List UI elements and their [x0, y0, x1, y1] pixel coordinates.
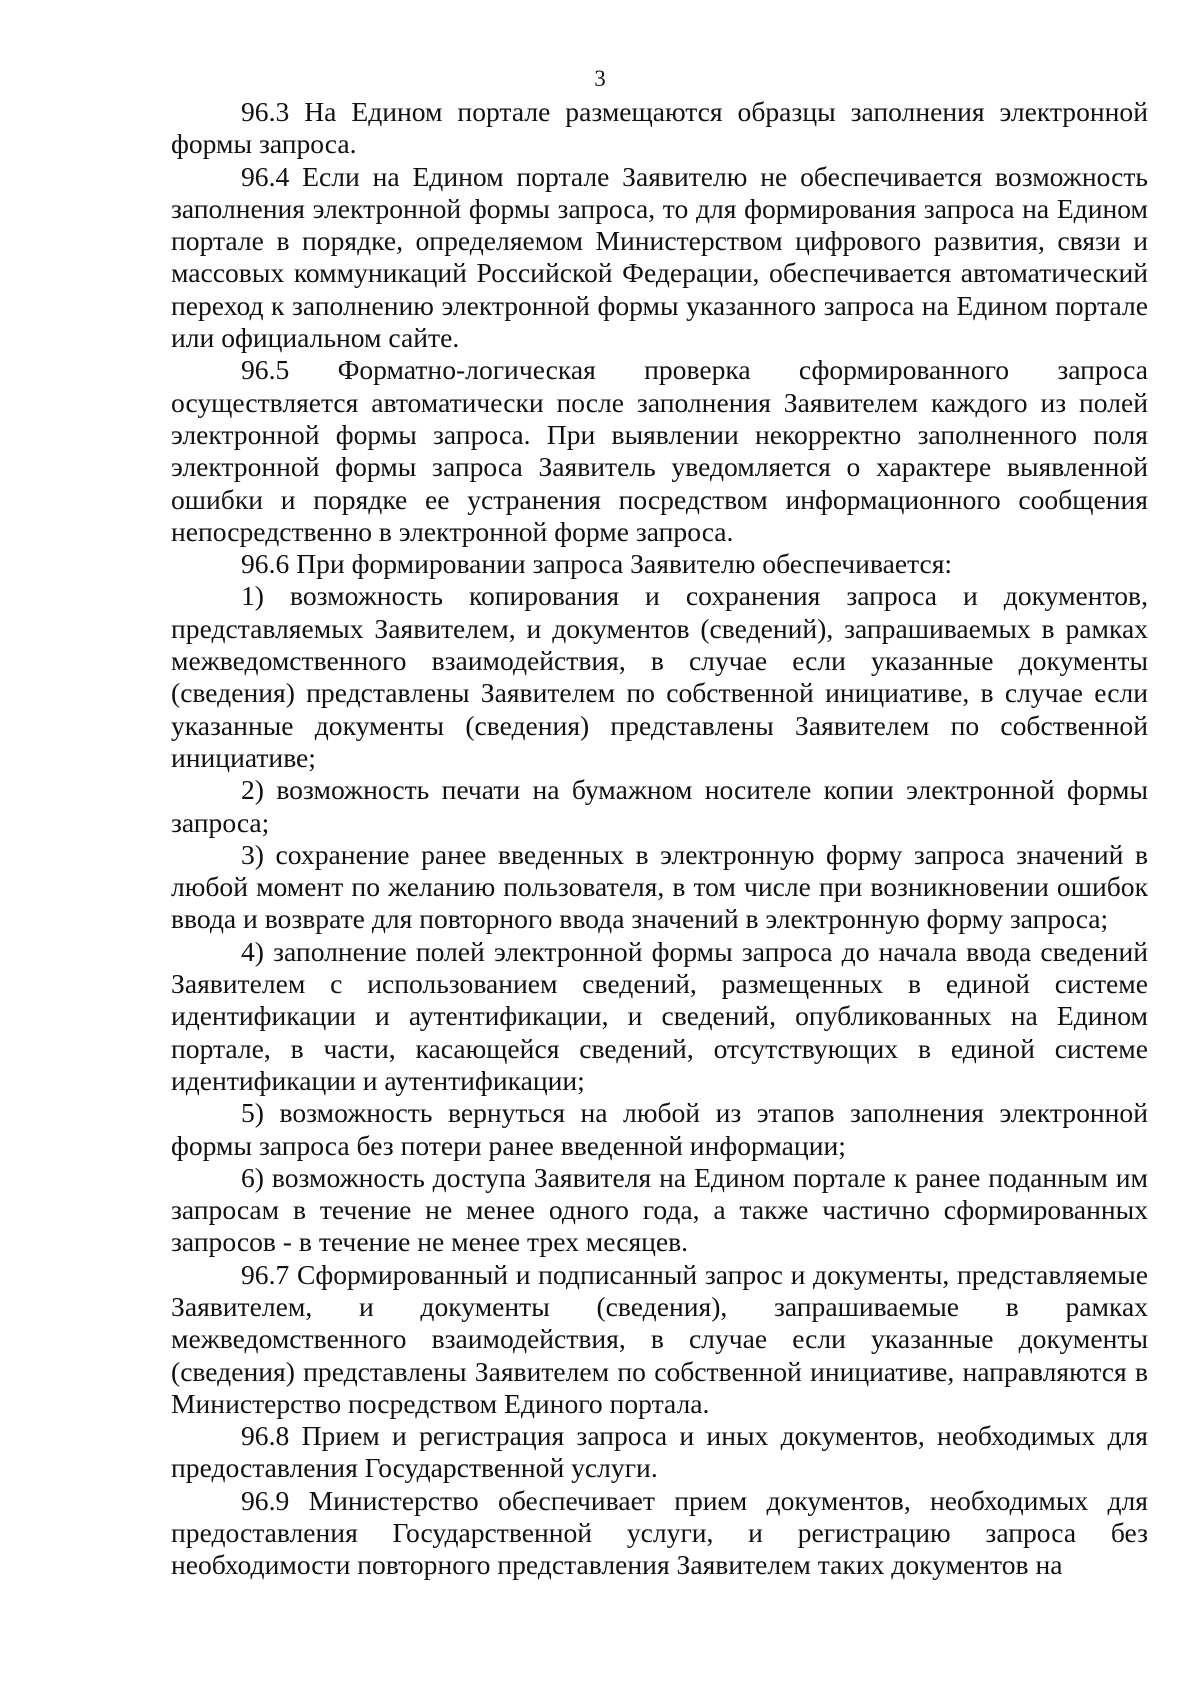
paragraph-96-8: 96.8 Прием и регистрация запроса и иных документов, необходимых для предоставления Государственной услуги.	[171, 1420, 1148, 1484]
document-body	[171, 96, 1148, 1582]
paragraph-96-3: 96.3 На Едином портале размещаются образцы заполнения электронной формы запроса.	[171, 96, 1148, 160]
page-number: 3	[594, 66, 606, 91]
list-item-5: 5) возможность вернуться на любой из этапов заполнения электронной формы запроса без потери ранее введенной информации;	[171, 1097, 1148, 1161]
paragraph-96-6: 96.6 При формировании запроса Заявителю обеспечивается:	[241, 548, 953, 580]
paragraph-96-9: 96.9 Министерство обеспечивает прием документов, необходимых для предоставления Государственной услуги, и регистрацию запроса без необходимости повторного представления Заявителем таких документов на	[171, 1484, 1148, 1581]
list-item-2: 2) возможность печати на бумажном носителе копии электронной формы запроса;	[171, 774, 1148, 838]
paragraph-96-7: 96.7 Сформированный и подписанный запрос и документы, представляемые Заявителем, и документы (сведения), запрашиваемые в рамках межведомственного взаимодействия, в случае если указанные документы (сведения) представлены Заявителем по собственной инициативе, направляются в Министерство посредством Единого портала.	[171, 1258, 1148, 1419]
list-item-4: 4) заполнение полей электронной формы запроса до начала ввода сведений Заявителем с использованием сведений, размещенных в единой системе идентификации и аутентификации, и сведений, опубликованных на Едином портале, в части, касающейся сведений, отсутствующих в единой системе идентификации и аутентификации;	[171, 935, 1148, 1096]
paragraph-96-4: 96.4 Если на Едином портале Заявителю не обеспечивается возможность заполнения электронной формы запроса, то для формирования запроса на Едином портале в порядке, определяемом Министерством цифрового развития, связи и массовых коммуникаций Российской Федерации, обеспечивается автоматический переход к заполнению электронной формы указанного запроса на Едином портале или официальном сайте.	[171, 160, 1148, 354]
list-item-1: 1) возможность копирования и сохранения запроса и документов, представляемых Заявителем, и документов (сведений), запрашиваемых в рамках межведомственного взаимодействия, в случае если указанные документы (сведения) представлены Заявителем по собственной инициативе, в случае если указанные документы (сведения) представлены Заявителем по собственной инициативе;	[171, 580, 1148, 773]
list-item-6: 6) возможность доступа Заявителя на Едином портале к ранее поданным им запросам в течение не менее одного года, а также частично сформированных запросов - в течение не менее трех месяцев.	[171, 1161, 1148, 1258]
paragraph-96-5: 96.5 Форматно-логическая проверка сформированного запроса осуществляется автоматически после заполнения Заявителем каждого из полей электронной формы запроса. При выявлении некорректно заполненного поля электронной формы запроса Заявитель уведомляется о характере выявленной ошибки и порядке ее устранения посредством информационного сообщения непосредственно в электронной форме запроса.	[171, 354, 1148, 547]
list-item-3: 3) сохранение ранее введенных в электронную форму запроса значений в любой момент по желанию пользователя, в том числе при возникновении ошибок ввода и возврате для повторного ввода значений в электронную форму запроса;	[171, 838, 1148, 935]
